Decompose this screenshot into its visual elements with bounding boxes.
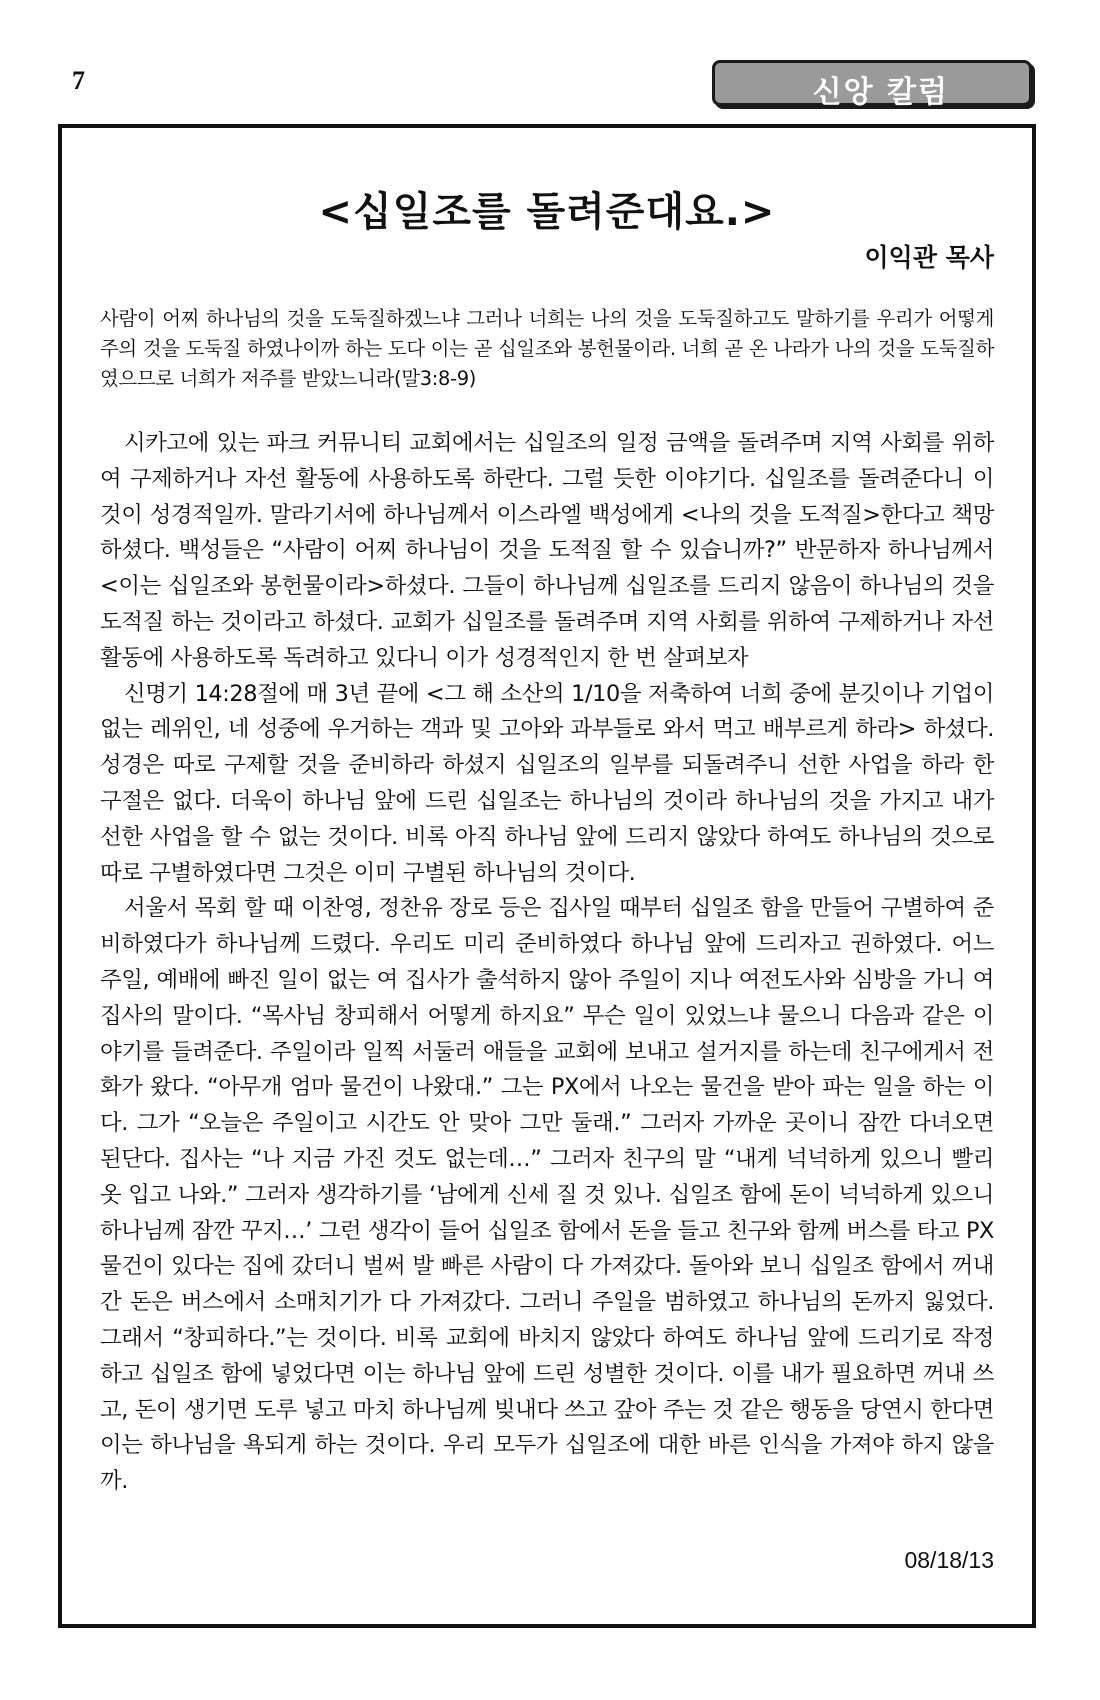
page-number: 7 <box>72 66 85 95</box>
paragraph-3 <box>100 891 994 1500</box>
section-title: 신앙 칼럼 <box>812 75 949 110</box>
article-body <box>100 426 994 1500</box>
paragraph-1: 시카고에 있는 파크 커뮤니티 교회에서는 십일조의 일정 금액을 돌려주며 지역 사회를 위하여 구제하거나 자선 활동에 사용하도록 하란다. 그럴 듯한 이야기다. 십일조를 돌려준다니 이것이 성경적일까. 말라기서에 하나님께서 이스라엘 백성에게 <나의 것을 도적질>한다고 책망하셨다. 백성들은 “사람이 어찌 하나님이 것을 도적질 할 수 있습니까?” 반문하자 하나님께서 <이는 십일조와 봉헌물이라>하셨다. 그들이 하나님께 십일조를 드리지 않음이 하나님의 것을 도적질 하는 것이라고 하셨다. 교회가 십일조를 돌려주며 지역 사회를 위하여 구제하거나 자선 활동에 사용하도록 독려하고 있다니 이가 성경적인지 한 번 살펴보자 <box>100 430 994 671</box>
article-frame <box>58 124 1036 1628</box>
scripture-quote: 사람이 어찌 하나님의 것을 도둑질하겠느냐 그러나 너희는 나의 것을 도둑질하고도 말하기를 우리가 어떻게 주의 것을 도둑질 하였나이까 하는 도다 이는 곧 십일조와 봉헌물이라. 너희 곧 온 나라가 나의 것을 도둑질하였으므로 너희가 저주를 받았느니라(말3:8-9) <box>100 307 994 390</box>
article-title: <십일조를 돌려준대요.> <box>318 189 776 235</box>
paragraph-3-text: 서울서 목회 할 때 이찬영, 정찬유 장로 등은 집사일 때부터 십일조 함을 만들어 구별하여 준비하였다가 하나님께 드렸다. 우리도 미리 준비하였다 하나님 앞에 드리자고 권하였다. 어느 주일, 예배에 빠진 일이 없는 여 집사가 출석하지 않아 주일이 지나 여전도사와 심방을 가니 여 집사의 말이다. “목사님 창피해서 어떻게 하지요” 무슨 일이 있었느냐 물으니 다음과 같은 이야기를 들려준다. 주일이라 일찍 서둘러 애들을 교회에 보내고 설거지를 하는데 친구에게서 전화가 왔다. “아무개 엄마 물건이 나왔대.” 그는 PX에서 나오는 물건을 받아 파는 일을 하는 이다. 그가 “오늘은 주일이고 시간도 안 맞아 그만 둘래.” 그러자 가까운 곳이니 잠깐 다녀오면 된단다. 집사는 “나 지금 가진 것도 없는데…” 그러자 친구의 말 “내게 넉넉하게 있으니 빨리 옷 입고 나와.” 그러자 생각하기를 ‘남에게 신세 질 것 있나. 십일조 함에 돈이 넉넉하게 있으니 하나님께 잠깐 꾸지…’ 그런 생각이 들어 십일조 함에서 돈을 들고 친구와 함께 버스를 타고 PX 물건이 있다는 집에 갔더니 벌써 발 빠른 사람이 다 가져갔다. 돌아와 보니 십일조 함에서 꺼내 간 돈은 버스에서 소매치기가 다 가져갔다. 그러니 주일을 범하였고 하나님의 돈까지 잃었다. 그래서 “창피하다.”는 것이다. 비록 교회에 바치지 않았다 하여도 하나님 앞에 드리기로 작정하고 십일조 함에 넣었다면 이는 하나님 앞에 드린 성별한 것이다. 이를 내가 필요하면 꺼내 쓰고, 돈이 생기면 도루 넣고 마치 하나님께 빚내다 쓰고 갚아 주는 것 같은 행동을 당연시 한다면 이는 하나님을 욕되게 하는 것이다. 우리 모두가 십일조에 대한 바른 인식을 가져야 하지 않을까. <box>100 895 994 1495</box>
paragraph-2: 신명기 14:28절에 매 3년 끝에 <그 해 소산의 1/10을 저축하여 너희 중에 분깃이나 기업이 없는 레위인, 네 성중에 우거하는 객과 및 고아와 과부들로 와서 먹고 배부르게 하라> 하셨다. 성경은 따로 구제할 것을 준비하라 하셨지 십일조의 일부를 되돌려주니 선한 사업을 하라 한 구절은 없다. 더욱이 하나님 앞에 드린 십일조는 하나님의 것이라 하나님의 것을 가지고 내가 선한 사업을 할 수 없는 것이다. 비록 아직 하나님 앞에 드리지 않았다 하여도 하나님의 것으로 따로 구별하였다면 그것은 이미 구별된 하나님의 것이다. <box>100 680 994 886</box>
section-tab <box>712 60 1032 110</box>
article-author: 이익관 목사 <box>864 243 994 272</box>
article-date: 08/18/13 <box>904 1547 994 1573</box>
